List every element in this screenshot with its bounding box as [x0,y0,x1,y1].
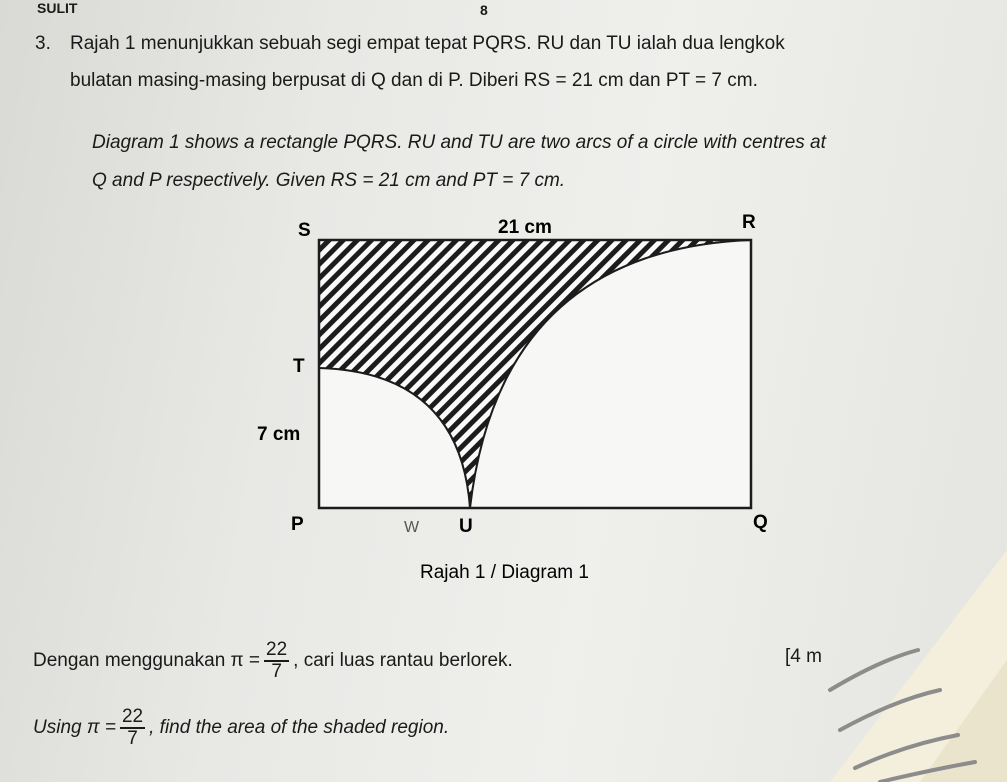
dimension-top: 21 cm [498,217,552,238]
english-instruction: Using π = $\frac{22}{7}$ , find the area of the shaded region. [33,706,450,749]
label-p: P [291,514,304,535]
diagram-caption: Rajah 1 / Diagram 1 [420,562,589,583]
page-number: 8 [480,2,488,18]
malay-instruction: Dengan menggunakan π = $\frac{22}{7}$ , cari luas rantau berlorek. [33,639,513,682]
notebook-corner [800,550,1007,782]
label-r: R [742,212,756,233]
label-u: U [459,516,473,537]
question-number: 3. [35,33,51,54]
label-q: Q [753,512,768,533]
dimension-left: 7 cm [257,424,301,445]
label-s: S [298,220,311,241]
handwritten-note: W [404,519,420,536]
malay-line-1: Rajah 1 menunjukkan sebuah segi empat tepat PQRS. RU dan TU ialah dua lengkok [70,33,785,54]
pi-fraction: $\frac{22}{7}$ [121,706,144,749]
pi-fraction: $\frac{22}{7}$ [266,639,288,682]
label-t: T [293,356,305,377]
english-line-1: Diagram 1 shows a rectangle PQRS. RU and TU are two arcs of a circle with centres at [92,132,826,153]
english-line-2: Q and P respectively. Given RS = 21 cm and PT = 7 cm. [92,170,566,191]
malay-line-2: bulatan masing-masing berpusat di Q dan di P. Diberi RS = 21 cm dan PT = 7 cm. [70,70,758,91]
sulit-header: SULIT [37,0,78,16]
marks: [4 m [785,646,822,667]
